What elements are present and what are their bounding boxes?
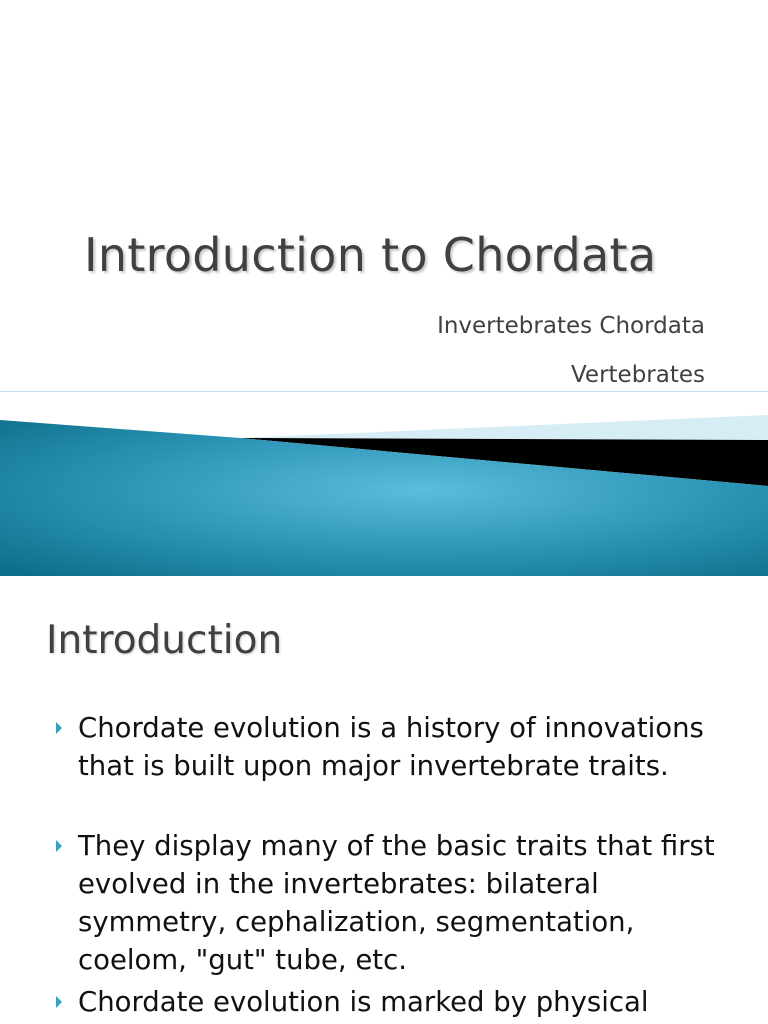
content-slide-title: Introduction (46, 618, 283, 663)
triangle-right-icon (56, 722, 62, 734)
bullet-text: Chordate evolution is a history of innovations that is built upon major invertebrate traits. (78, 712, 704, 782)
slide-title: Introduction to Chordata (84, 228, 657, 282)
triangle-right-icon (56, 996, 62, 1008)
slide-subtitle-line-2: Vertebrates (570, 362, 705, 388)
bullet-text: Chordate evolution is marked by physical (78, 986, 649, 1018)
bullet-item (78, 827, 738, 979)
bullet-text: They display many of the basic traits that first evolved in the invertebrates: bilateral symmetry, cephalization, segmentation, coelom, "gut" tube, etc. (78, 830, 715, 976)
bullet-item (78, 983, 738, 1021)
slide-subtitle-line-1: Invertebrates Chordata (437, 313, 705, 339)
bullet-item (78, 709, 738, 785)
decorative-pale-stripe (240, 415, 768, 440)
content-slide (0, 576, 768, 1024)
triangle-right-icon (56, 840, 62, 852)
